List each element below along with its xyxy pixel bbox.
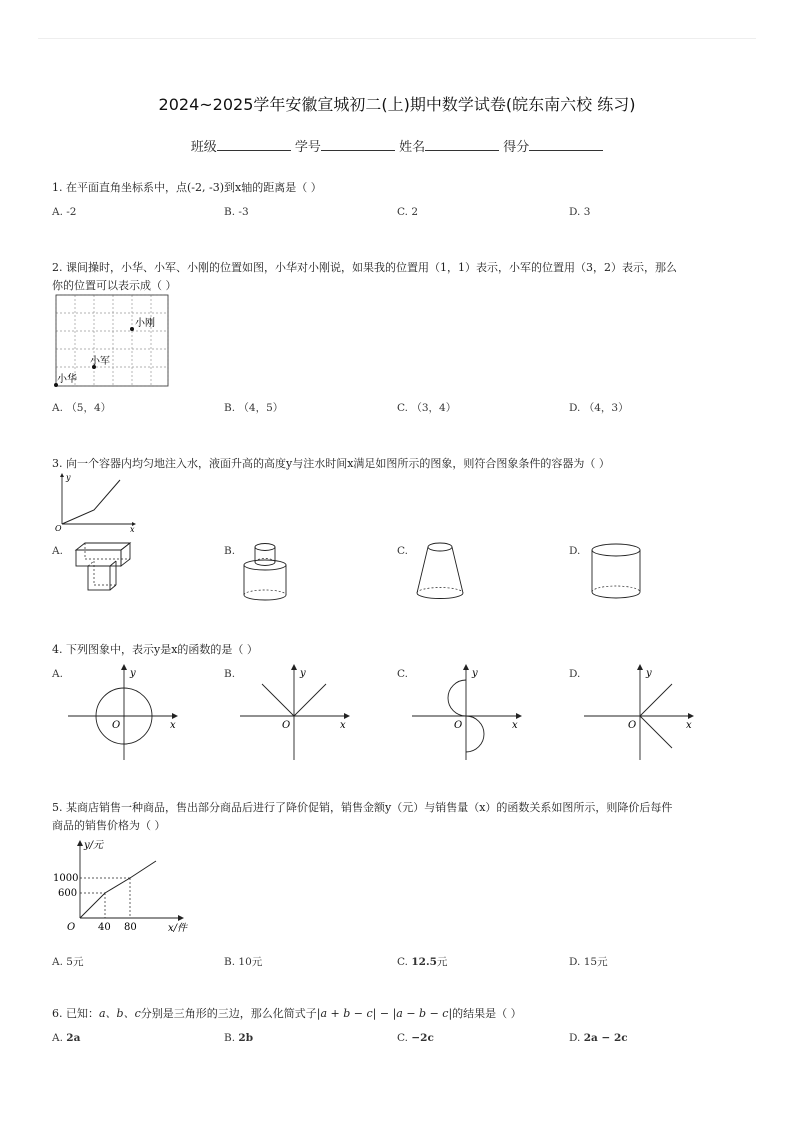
q6-option-b[interactable]: B. 2b: [224, 1032, 254, 1044]
svg-text:y: y: [472, 668, 478, 679]
svg-text:O: O: [282, 720, 291, 731]
svg-text:O: O: [112, 720, 121, 731]
q4-graph-d[interactable]: [580, 662, 700, 762]
score-blank[interactable]: [529, 138, 603, 151]
q5-option-c-unit: 元: [436, 956, 448, 968]
id-label: 学号: [294, 140, 321, 155]
q3-container-b[interactable]: [240, 540, 295, 602]
svg-text:x: x: [130, 525, 135, 532]
q2-position-grid: [50, 292, 175, 392]
q4-option-c[interactable]: C.: [397, 668, 408, 680]
xiaohua-label: 小华: [57, 374, 77, 385]
q4-option-a[interactable]: A.: [52, 668, 63, 680]
q5-stem-line1: 5. 某商店销售一种商品，售出部分商品后进行了降价促销，销售金额y（元）与销售量（x）的函数关系如图所示，则降价后每件: [52, 801, 673, 814]
q3-option-c[interactable]: C.: [397, 545, 408, 557]
q3-option-b[interactable]: B.: [224, 545, 236, 557]
q1-option-c[interactable]: C. 2: [397, 206, 419, 218]
q4-graph-c[interactable]: [408, 662, 528, 762]
q3-stem: 3. 向一个容器内均匀地注入水，液面升高的高度y与注水时间x满足如图所示的图象，则符合图象条件的容器为（ ）: [52, 457, 610, 470]
q1-option-a[interactable]: A. -2: [52, 206, 77, 218]
svg-text:x/件: x/件: [168, 923, 188, 934]
svg-text:y: y: [646, 668, 652, 679]
q3-option-a[interactable]: A.: [52, 545, 63, 557]
q2-option-b[interactable]: B. （4，5）: [224, 402, 284, 414]
top-rule: [38, 38, 756, 39]
class-label: 班级: [190, 140, 217, 155]
svg-text:O: O: [454, 720, 463, 731]
svg-text:O: O: [628, 720, 637, 731]
page-title: 2024~2025学年安徽宣城初二(上)期中数学试卷(皖东南六校 练习): [158, 95, 636, 114]
q1-option-d[interactable]: D. 3: [569, 206, 591, 218]
id-blank[interactable]: [321, 138, 395, 151]
score-label: 得分: [503, 140, 530, 155]
q6-stem: 6. 已知：a、b、c分别是三角形的三边，那么化简式子|a + b − c| − |a − b − c|的结果是（ ）: [52, 1007, 522, 1020]
q5-option-c[interactable]: C. 12.5元: [397, 956, 448, 968]
q5-option-c-value: 12.5: [411, 956, 437, 968]
class-blank[interactable]: [217, 138, 291, 151]
student-info-line: [0, 136, 794, 155]
svg-text:40: 40: [98, 922, 111, 933]
q5-option-d[interactable]: D. 15元: [569, 956, 608, 968]
svg-text:y: y: [300, 668, 306, 679]
xiaogang-dot: [130, 327, 134, 331]
q5-sales-graph: [50, 836, 200, 940]
svg-text:x: x: [170, 720, 176, 731]
svg-text:y/元: y/元: [84, 840, 104, 851]
svg-text:x: x: [686, 720, 692, 731]
svg-text:x: x: [512, 720, 518, 731]
svg-text:y: y: [130, 668, 136, 679]
svg-text:O: O: [67, 922, 76, 933]
q3-container-c[interactable]: [410, 540, 470, 602]
q2-stem-line2: 你的位置可以表示成（ ）: [52, 279, 177, 292]
name-label: 姓名: [399, 140, 426, 155]
q2-stem-line1: 2. 课间操时，小华、小军、小刚的位置如图，小华对小刚说，如果我的位置用（1，1）表示，小军的位置用（3，2）表示，那么: [52, 261, 677, 274]
svg-text:600: 600: [58, 888, 78, 899]
xiaojun-label: 小军: [90, 356, 110, 367]
q2-option-d[interactable]: D. （4，3）: [569, 402, 629, 414]
svg-text:O: O: [55, 524, 62, 532]
name-blank[interactable]: [425, 138, 499, 151]
q6-option-a[interactable]: A. 2a: [52, 1032, 81, 1044]
q2-option-c[interactable]: C. （3，4）: [397, 402, 457, 414]
q3-graph: [52, 472, 142, 532]
q6-vars: a、b、c: [99, 1007, 141, 1020]
xiaogang-label: 小刚: [135, 318, 155, 329]
q3-option-d[interactable]: D.: [569, 545, 581, 557]
q4-option-d[interactable]: D.: [569, 668, 581, 680]
svg-text:80: 80: [124, 922, 137, 933]
q6-option-d[interactable]: D. 2a − 2c: [569, 1032, 628, 1044]
svg-text:x: x: [340, 720, 346, 731]
q6-option-c[interactable]: C. −2c: [397, 1032, 434, 1044]
svg-text:y: y: [66, 473, 71, 482]
q4-stem: 4. 下列图象中，表示y是x的函数的是（ ）: [52, 643, 258, 656]
q4-option-b[interactable]: B.: [224, 668, 236, 680]
q4-graph-a[interactable]: [64, 662, 184, 762]
q3-container-a[interactable]: [66, 540, 136, 595]
q2-option-a[interactable]: A. （5，4）: [52, 402, 112, 414]
q5-option-b[interactable]: B. 10元: [224, 956, 263, 968]
q6-expression: |a + b − c| − |a − b − c|: [316, 1007, 453, 1020]
q3-container-d[interactable]: [586, 540, 646, 602]
q4-graph-b[interactable]: [236, 662, 356, 762]
svg-text:1000: 1000: [53, 873, 79, 884]
q5-option-a[interactable]: A. 5元: [52, 956, 84, 968]
q1-stem: 1. 在平面直角坐标系中，点(-2, -3)到x轴的距离是（ ）: [52, 181, 322, 194]
q1-option-b[interactable]: B. -3: [224, 206, 249, 218]
q5-stem-line2: 商品的销售价格为（ ）: [52, 819, 166, 832]
